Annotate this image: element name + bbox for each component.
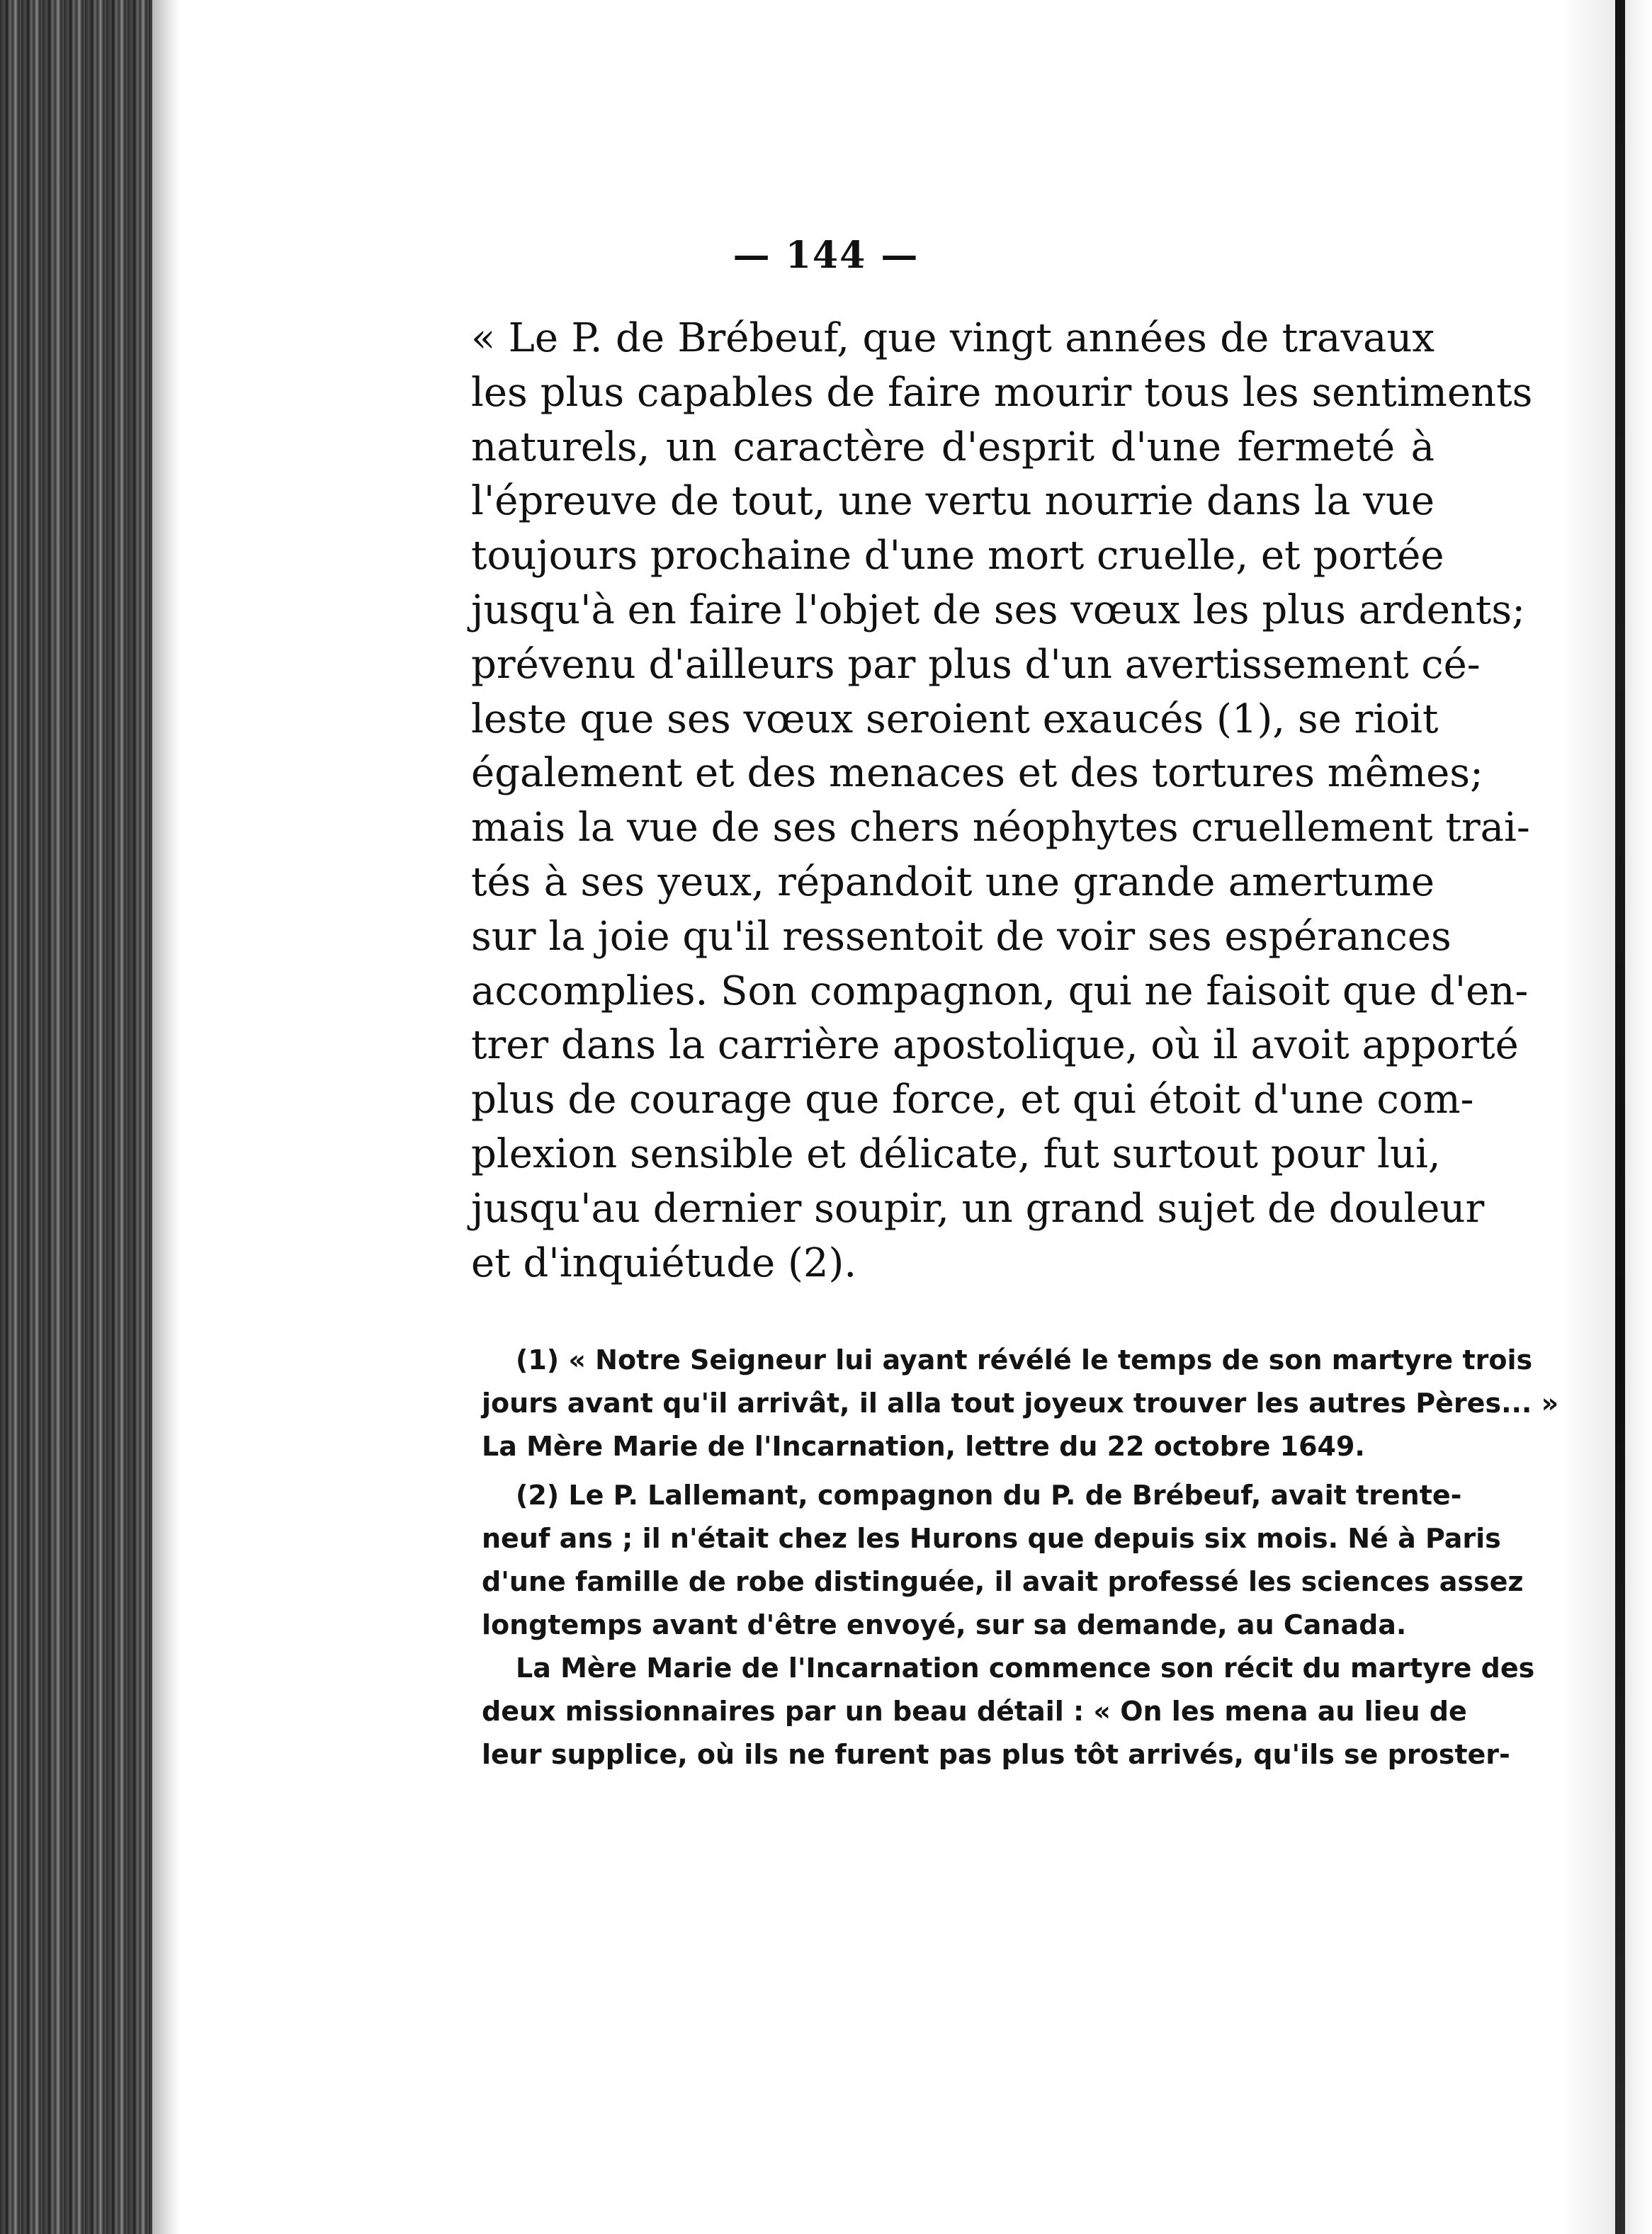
body-line: « Le P. de Brébeuf, que vingt années de travaux bbox=[471, 315, 1435, 361]
book-edge-right bbox=[1560, 0, 1652, 2234]
footnote-line: d'une famille de robe distinguée, il avait professé les sciences assez bbox=[482, 1566, 1524, 1597]
footnote-line: neuf ans ; il n'était chez les Hurons que depuis six mois. Né à Paris bbox=[482, 1523, 1501, 1554]
body-line: l'épreuve de tout, une vertu nourrie dans la vue bbox=[471, 478, 1435, 525]
body-line: et d'inquiétude (2). bbox=[471, 1240, 857, 1286]
book-edge-left bbox=[0, 0, 152, 2234]
body-line: jusqu'au dernier soupir, un grand sujet de douleur bbox=[471, 1185, 1485, 1232]
body-line: plexion sensible et délicate, fut surtout pour lui, bbox=[471, 1130, 1441, 1177]
footnote-2-continued bbox=[482, 1647, 1535, 1776]
body-line: toujours prochaine d'une mort cruelle, et portée bbox=[471, 533, 1444, 579]
footnote-line: deux missionnaires par un beau détail : « On les mena au lieu de bbox=[482, 1696, 1467, 1727]
body-line: mais la vue de ses chers néophytes cruellement trai- bbox=[471, 805, 1530, 851]
body-line: prévenu d'ailleurs par plus d'un avertissement cé- bbox=[471, 641, 1481, 688]
footnote-line: (1) « Notre Seigneur lui ayant révélé le temps de son martyre trois bbox=[516, 1344, 1533, 1376]
body-line: tés à ses yeux, répandoit une grande amertume bbox=[471, 858, 1435, 905]
body-line: les plus capables de faire mourir tous les sentiments bbox=[471, 369, 1533, 416]
footnote-2 bbox=[482, 1474, 1524, 1647]
body-line: leste que ses vœux seroient exaucés (1), se rioit bbox=[471, 696, 1439, 742]
body-line: accomplies. Son compagnon, qui ne faisoit que d'en- bbox=[471, 968, 1529, 1014]
body-line: sur la joie qu'il ressentoit de voir ses espérances bbox=[471, 913, 1452, 960]
footnote-1 bbox=[482, 1339, 1559, 1468]
footnote-line: jours avant qu'il arrivât, il alla tout joyeux trouver les autres Pères... » bbox=[482, 1388, 1559, 1419]
footnote-line: longtemps avant d'être envoyé, sur sa demande, au Canada. bbox=[482, 1609, 1407, 1640]
body-line: trer dans la carrière apostolique, où il avoit apporté bbox=[471, 1022, 1519, 1069]
page-number: — 144 — bbox=[732, 234, 920, 277]
footnotes bbox=[482, 1339, 1559, 1776]
footnote-line: (2) Le P. Lallemant, compagnon du P. de Brébeuf, avait trente- bbox=[516, 1480, 1462, 1511]
body-paragraph bbox=[471, 312, 1533, 1291]
body-line: jusqu'à en faire l'objet de ses vœux les plus ardents; bbox=[471, 586, 1526, 633]
body-line: également et des menaces et des tortures mêmes; bbox=[471, 750, 1483, 797]
footnote-line: leur supplice, où ils ne furent pas plus tôt arrivés, qu'ils se proster- bbox=[482, 1739, 1510, 1770]
footnote-line: La Mère Marie de l'Incarnation, lettre du 22 octobre 1649. bbox=[482, 1431, 1365, 1462]
body-line: plus de courage que force, et qui étoit d'une com- bbox=[471, 1077, 1474, 1123]
footnote-line: La Mère Marie de l'Incarnation commence son récit du martyre des bbox=[516, 1652, 1535, 1684]
body-line: naturels, un caractère d'esprit d'une fermeté à bbox=[471, 424, 1435, 470]
